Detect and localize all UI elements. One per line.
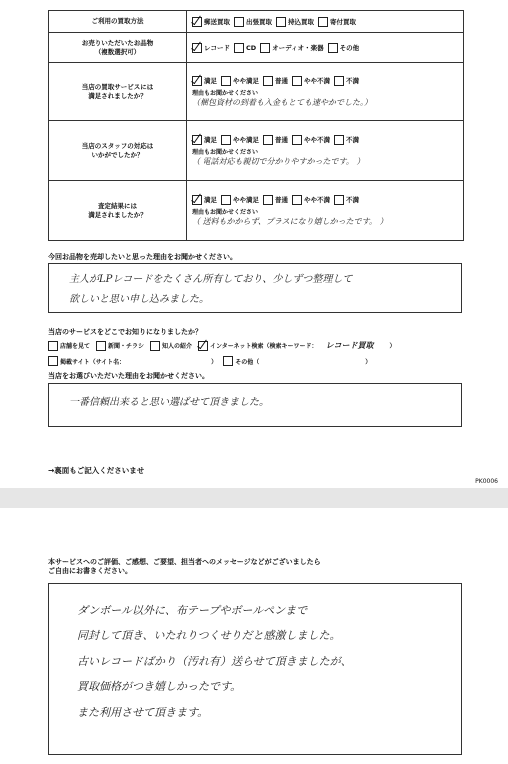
option-visit[interactable]: 出張買取 xyxy=(234,17,272,27)
question-choose-reason: 当店をお選びいただいた理由をお聞かせください。 xyxy=(48,372,209,380)
row-service-satisfaction xyxy=(49,63,464,121)
option-unsatisfied[interactable]: 不満 xyxy=(334,76,359,86)
row-label: 当店の買取サービスには 満足されましたか？ xyxy=(49,63,187,121)
checkbox[interactable] xyxy=(292,135,302,145)
row-label: 当店のスタッフの対応は いかがでしたか？ xyxy=(49,121,187,181)
row-staff-satisfaction xyxy=(49,121,464,181)
checkbox[interactable] xyxy=(221,135,231,145)
option-unsatisfied[interactable]: 不満 xyxy=(334,195,359,205)
question-sell-reason: 今回お品物を売却したいと思った理由をお聞かせください。 xyxy=(48,253,237,261)
option-other-source[interactable]: その他（ xyxy=(223,356,259,366)
checkbox[interactable] xyxy=(221,76,231,86)
option-cd[interactable]: CD xyxy=(234,43,256,53)
row-appraisal-satisfaction xyxy=(49,181,464,241)
checkbox[interactable] xyxy=(318,17,328,27)
free-comment-title-2: ご自由にお書きください。 xyxy=(48,567,132,575)
handwritten-comment-line: 古いレコードばかり（汚れ有）送らせて頂きましたが、 xyxy=(77,655,352,668)
checkbox[interactable] xyxy=(48,341,58,351)
checkbox-checked[interactable] xyxy=(198,341,208,351)
source-options-row1: 店舗を見て 新聞・チラシ 知人の紹介 インターネット検索（検索キーワード： レコード買取 ） xyxy=(48,340,396,351)
checkbox-checked[interactable] xyxy=(192,135,202,145)
option-listing-site[interactable]: 掲載サイト（サイト名： xyxy=(48,356,125,366)
option-record[interactable]: レコード xyxy=(192,43,230,53)
handwritten-answer-line: 一番信頼出来ると思い選ばせて頂きました。 xyxy=(69,397,269,408)
handwritten-comment-line: 買取価格がつき嬉しかったです。 xyxy=(77,680,242,693)
handwritten-reason[interactable]: （ 電話対応も親切で分かりやすかったです。 ） xyxy=(192,156,365,166)
checkbox-checked[interactable] xyxy=(192,43,202,53)
checkbox[interactable] xyxy=(260,43,270,53)
checkbox[interactable] xyxy=(150,341,160,351)
option-other[interactable]: その他 xyxy=(328,43,360,53)
source-options-row2: 掲載サイト（サイト名： ） その他（ ） xyxy=(48,356,371,366)
checkbox[interactable] xyxy=(223,356,233,366)
checkbox[interactable] xyxy=(292,76,302,86)
option-somewhat-unsatisfied[interactable]: やや不満 xyxy=(292,135,330,145)
checkbox[interactable] xyxy=(334,195,344,205)
handwritten-reason[interactable]: （梱包資材の到着も入金もとても速やかでした。） xyxy=(192,97,372,107)
checkbox[interactable] xyxy=(221,195,231,205)
option-somewhat-satisfied[interactable]: やや満足 xyxy=(221,195,259,205)
option-unsatisfied[interactable]: 不満 xyxy=(334,135,359,145)
option-bring[interactable]: 持込買取 xyxy=(276,17,314,27)
free-comment-box[interactable] xyxy=(48,583,462,755)
row-label: 査定結果には 満足されましたか？ xyxy=(49,181,187,241)
checkbox[interactable] xyxy=(234,43,244,53)
option-referral[interactable]: 知人の紹介 xyxy=(150,341,192,351)
handwritten-answer-line: 欲しいと思い申し込みました。 xyxy=(69,294,209,305)
checkbox[interactable] xyxy=(234,17,244,27)
option-satisfied[interactable]: 満足 xyxy=(192,135,217,145)
option-donate[interactable]: 寄付買取 xyxy=(318,17,356,27)
option-somewhat-satisfied[interactable]: やや満足 xyxy=(221,76,259,86)
option-somewhat-unsatisfied[interactable]: やや不満 xyxy=(292,76,330,86)
row-items-sold xyxy=(49,33,464,63)
option-neutral[interactable]: 普通 xyxy=(263,135,288,145)
turn-over-note: →裏面もご記入くださいませ xyxy=(48,466,145,475)
checkbox-checked[interactable] xyxy=(192,76,202,86)
row-label: お売りいただいたお品物 （複数選択可） xyxy=(49,33,187,63)
checkbox[interactable] xyxy=(334,76,344,86)
page-code: PK0006 xyxy=(475,478,498,485)
answer-box-sell-reason[interactable] xyxy=(48,263,462,313)
handwritten-keyword[interactable]: レコード買取 xyxy=(325,340,374,350)
row-purchase-method xyxy=(49,11,464,33)
option-satisfied[interactable]: 満足 xyxy=(192,195,217,205)
checkbox[interactable] xyxy=(334,135,344,145)
handwritten-reason[interactable]: （ 送料もかからず、プラスになり嬉しかったです。 ） xyxy=(192,216,388,226)
handwritten-comment-line: 同封して頂き、いたれりつくせりだと感激しました。 xyxy=(77,629,341,642)
option-somewhat-satisfied[interactable]: やや満足 xyxy=(221,135,259,145)
row-label: ご利用の買取方法 xyxy=(49,11,187,33)
option-neutral[interactable]: 普通 xyxy=(263,195,288,205)
option-store[interactable]: 店舗を見て xyxy=(48,341,90,351)
option-internet[interactable]: インターネット検索（検索キーワード： xyxy=(198,341,317,351)
handwritten-comment-line: ダンボール以外に、布テープやボールペンまで xyxy=(77,604,308,617)
checkbox[interactable] xyxy=(263,195,273,205)
survey-table xyxy=(48,10,464,241)
option-newspaper[interactable]: 新聞・チラシ xyxy=(96,341,144,351)
free-comment-title-1: 本サービスへのご評価、ご感想、ご要望、担当者へのメッセージなどがございましたら xyxy=(48,558,321,566)
checkbox[interactable] xyxy=(263,135,273,145)
option-satisfied[interactable]: 満足 xyxy=(192,76,217,86)
checkbox-checked[interactable] xyxy=(192,17,202,27)
option-audio[interactable]: オーディオ・楽器 xyxy=(260,43,323,53)
checkbox[interactable] xyxy=(276,17,286,27)
handwritten-comment-line: また利用させて頂きます。 xyxy=(77,706,209,719)
answer-box-choose-reason[interactable] xyxy=(48,383,462,427)
checkbox[interactable] xyxy=(328,43,338,53)
checkbox-checked[interactable] xyxy=(192,195,202,205)
option-somewhat-unsatisfied[interactable]: やや不満 xyxy=(292,195,330,205)
question-source: 当店のサービスをどこでお知りになりましたか？ xyxy=(48,328,202,336)
checkbox[interactable] xyxy=(292,195,302,205)
reason-label: 理由もお聞かせください xyxy=(192,208,259,216)
checkbox[interactable] xyxy=(48,356,58,366)
checkbox[interactable] xyxy=(263,76,273,86)
option-mail[interactable]: 郵送買取 xyxy=(192,17,230,27)
handwritten-answer-line: 主人がLPレコードをたくさん所有しており、少しずつ整理して xyxy=(69,274,353,285)
checkbox[interactable] xyxy=(96,341,106,351)
reason-label: 理由もお聞かせください xyxy=(192,148,259,156)
option-neutral[interactable]: 普通 xyxy=(263,76,288,86)
reason-label: 理由もお聞かせください xyxy=(192,89,259,97)
